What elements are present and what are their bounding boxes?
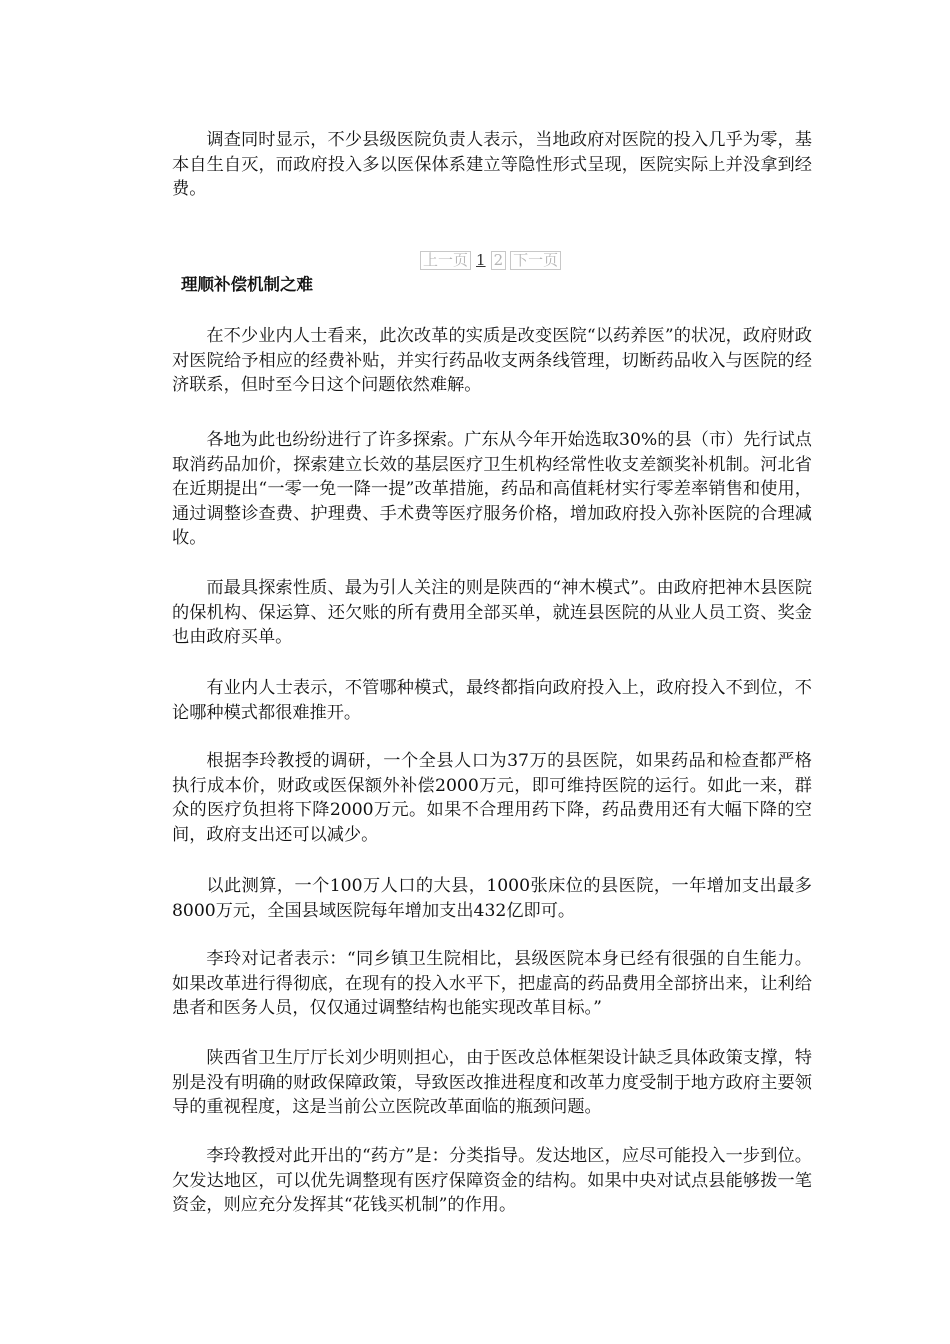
paragraph: 陕西省卫生厅厅长刘少明则担心，由于医改总体框架设计缺乏具体政策支撑，特别是没有明确的财政保障政策，导致医改推进程度和改革力度受制于地方政府主要领导的重视程度，这是当前公立医院改革面临的瓶颈问题。	[172, 1048, 812, 1117]
current-page-number[interactable]: 1	[476, 251, 486, 269]
pagination	[420, 250, 561, 270]
paragraph: 以此测算，一个100万人口的大县，1000张床位的县医院，一年增加支出最多8000万元，全国县域医院每年增加支出432亿即可。	[172, 876, 812, 921]
intro-paragraph: 调查同时显示，不少县级医院负责人表示，当地政府对医院的投入几乎为零，基本自生自灭，而政府投入多以医保体系建立等隐性形式呈现，医院实际上并没拿到经费。	[172, 130, 812, 199]
page-2-link[interactable]: 2	[491, 251, 507, 270]
prev-page-button[interactable]: 上一页	[420, 251, 471, 270]
paragraph: 各地为此也纷纷进行了许多探索。广东从今年开始选取30%的县（市）先行试点取消药品加价，探索建立长效的基层医疗卫生机构经常性收支差额奖补机制。河北省在近期提出“一零一免一降一提”改革措施，药品和高值耗材实行零差率销售和使用，通过调整诊查费、护理费、手术费等医疗服务价格，增加政府投入弥补医院的合理减收。	[172, 430, 812, 548]
paragraph: 根据李玲教授的调研，一个全县人口为37万的县医院，如果药品和检查都严格执行成本价，财政或医保额外补偿2000万元，即可维持医院的运行。如此一来，群众的医疗负担将下降2000万元。如果不合理用药下降，药品费用还有大幅下降的空间，政府支出还可以减少。	[172, 751, 812, 845]
next-page-button[interactable]: 下一页	[510, 251, 561, 270]
paragraph: 李玲教授对此开出的“药方”是：分类指导。发达地区，应尽可能投入一步到位。欠发达地区，可以优先调整现有医疗保障资金的结构。如果中央对试点县能够拨一笔资金，则应充分发挥其“花钱买机制”的作用。	[172, 1146, 812, 1215]
section-heading: 理顺补偿机制之难	[181, 275, 313, 294]
paragraph: 在不少业内人士看来，此次改革的实质是改变医院“以药养医”的状况，政府财政对医院给予相应的经费补贴，并实行药品收支两条线管理，切断药品收入与医院的经济联系，但时至今日这个问题依然难解。	[172, 326, 812, 395]
paragraph: 而最具探索性质、最为引人关注的则是陕西的“神木模式”。由政府把神木县医院的保机构、保运算、还欠账的所有费用全部买单，就连县医院的从业人员工资、奖金也由政府买单。	[172, 578, 812, 647]
paragraph: 李玲对记者表示：“同乡镇卫生院相比，县级医院本身已经有很强的自生能力。如果改革进行得彻底，在现有的投入水平下，把虚高的药品费用全部挤出来，让利给患者和医务人员，仅仅通过调整结构也能实现改革目标。”	[172, 949, 812, 1018]
paragraph: 有业内人士表示，不管哪种模式，最终都指向政府投入上，政府投入不到位，不论哪种模式都很难推开。	[172, 678, 812, 723]
